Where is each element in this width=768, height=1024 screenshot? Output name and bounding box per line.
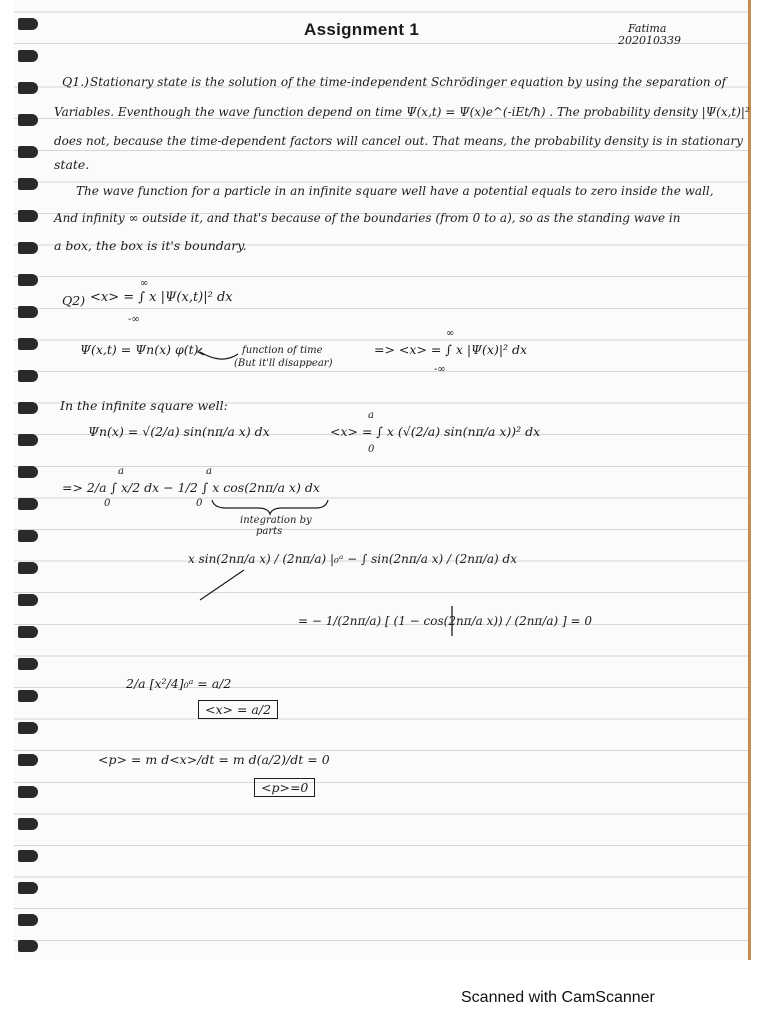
student-id: 202010339 xyxy=(618,34,681,47)
note-arrow-icon xyxy=(200,352,238,359)
q1-para2-line-1: The wave function for a particle in an infinite square well have a potential equals to zero inside the wall, xyxy=(76,184,714,198)
eq-half-width: 2/a [x²/4]₀ᵃ = a/2 xyxy=(126,676,232,691)
limit-upper: ∞ xyxy=(140,278,149,289)
q2-label: Q2) xyxy=(62,293,86,308)
limit-zero: 0 xyxy=(104,498,111,509)
limit-lower: -∞ xyxy=(128,314,140,325)
answer-momentum: <p>=0 xyxy=(254,778,315,797)
q1-line-1: Stationary state is the solution of the time-independent Schrödinger equation by using the separation of xyxy=(90,75,727,89)
ibp-label-1: integration by xyxy=(240,515,312,526)
eq-separation: Ψ(x,t) = Ψn(x) φ(t) xyxy=(80,342,199,357)
q1-line-3: does not, because the time-dependent factors will cancel out. That means, the probability density is in stationary xyxy=(54,134,743,148)
ibp-label-2: parts xyxy=(256,526,283,537)
scanner-watermark: Scanned with CamScanner xyxy=(461,989,655,1006)
limit-upper: ∞ xyxy=(446,328,455,339)
limit-zero: 0 xyxy=(368,444,375,455)
answer-expectation-x: <x> = a/2 xyxy=(198,700,278,719)
limit-a: a xyxy=(206,466,212,477)
eq-wavefunction: Ψn(x) = √(2/a) sin(nπ/a x) dx xyxy=(88,424,270,439)
q1-para2-line-3: a box, the box is it's boundary. xyxy=(54,238,247,253)
eq-integration-by-parts: x sin(2nπ/a x) / (2nπ/a) |₀ᵃ − ∫ sin(2nπ/a x) / (2nπ/a) dx xyxy=(188,552,517,566)
q1-para2-line-2: And infinity ∞ outside it, and that's because of the boundaries (from 0 to a), so as the standing wave in xyxy=(54,211,681,225)
q1-line-2: Variables. Eventhough the wave function depend on time Ψ(x,t) = Ψ(x)e^(-iEt/ħ) . The probability density |Ψ(x,t)|² xyxy=(54,105,750,119)
page-title: Assignment 1 xyxy=(304,20,420,39)
eq-expectation-x: <x> = ∫ x |Ψ(x,t)|² dx xyxy=(90,290,233,305)
limit-a: a xyxy=(368,410,374,421)
note-function-of-time: function of time xyxy=(242,345,323,356)
isw-label: In the infinite square well: xyxy=(60,398,228,413)
strike-through-icon xyxy=(200,570,244,600)
eq-momentum: <p> = m d<x>/dt = m d(a/2)/dt = 0 xyxy=(98,752,330,767)
limit-a: a xyxy=(118,466,124,477)
q1-line-4: state. xyxy=(54,157,90,172)
eq-expectation-stationary: => <x> = ∫ x |Ψ(x)|² dx xyxy=(374,342,528,357)
author-name: Fatima xyxy=(628,22,667,35)
underbrace-icon xyxy=(212,500,328,514)
eq-integral-result: = − 1/(2nπ/a) [ (1 − cos(2nπ/a x)) / (2nπ/a) ] = 0 xyxy=(298,614,593,628)
arrowhead-icon xyxy=(198,348,204,355)
q1-label: Q1.) xyxy=(62,74,90,89)
limit-lower: -∞ xyxy=(434,364,446,375)
note-disappear: (But it'll disappear) xyxy=(234,358,333,369)
eq-split-integral: => 2/a ∫ x/2 dx − 1/2 ∫ x cos(2nπ/a x) dx xyxy=(62,480,320,495)
limit-zero: 0 xyxy=(196,498,203,509)
eq-expectation-integral: <x> = ∫ x (√(2/a) sin(nπ/a x))² dx xyxy=(330,424,541,439)
